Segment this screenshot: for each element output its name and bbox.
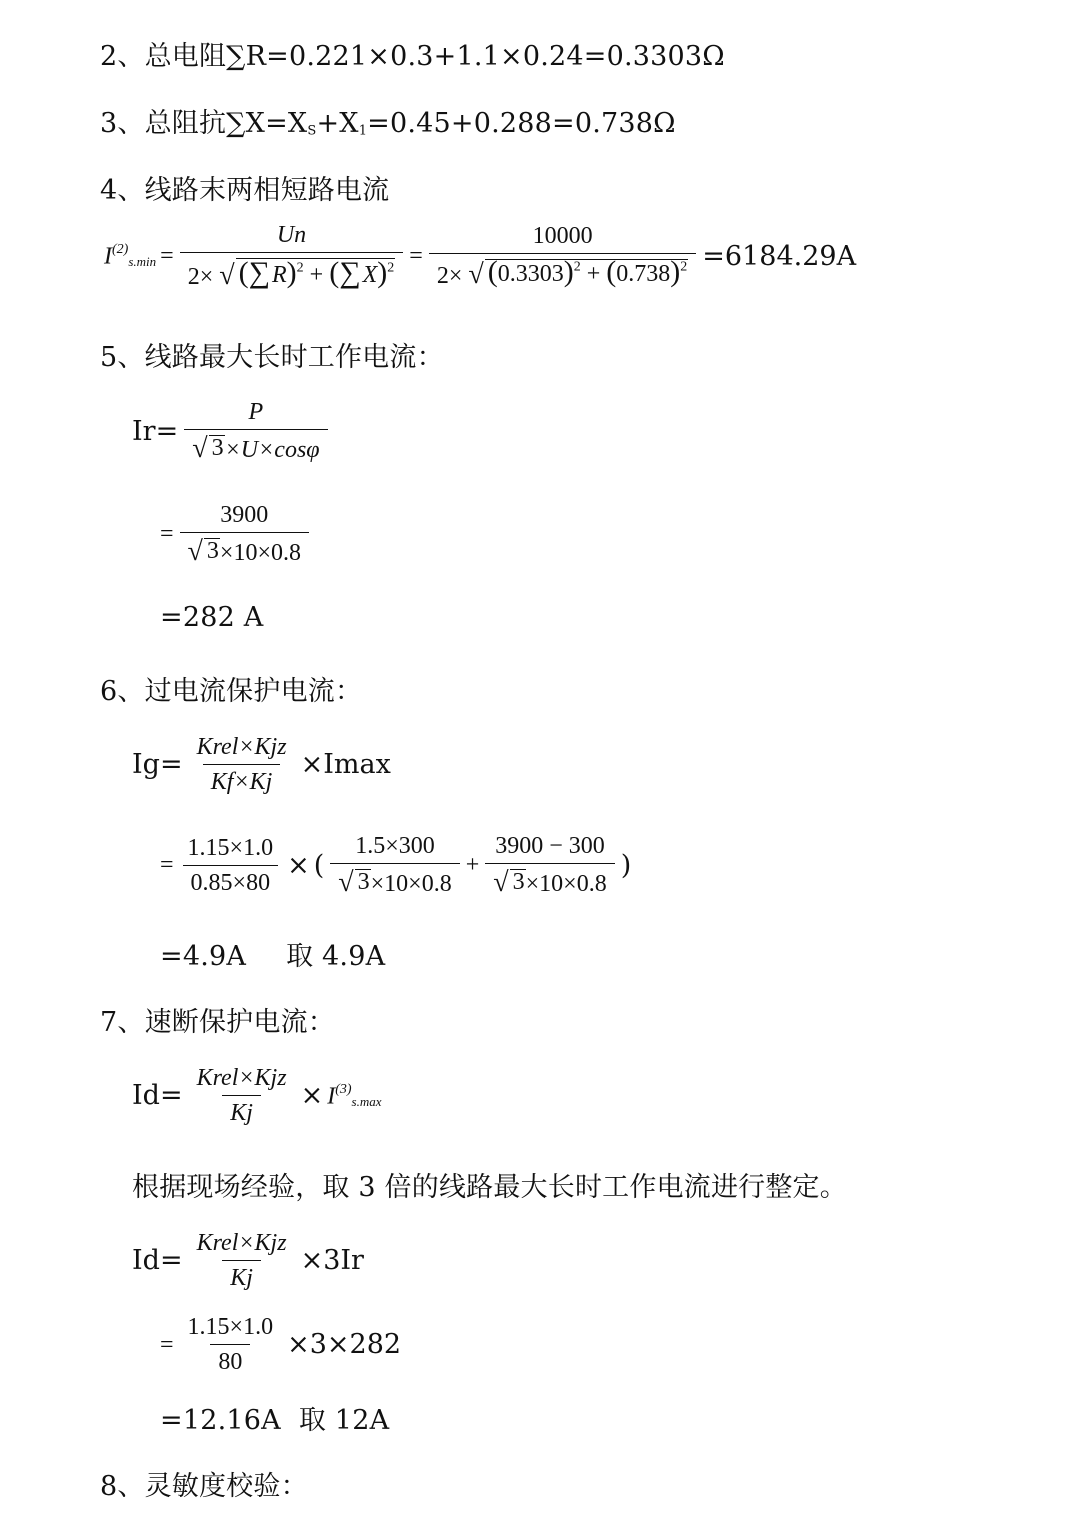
- item-7-formula-1: [132, 1066, 382, 1125]
- item-6-times-imax: ×Imax: [300, 749, 391, 780]
- item-6-denominator-1: Kf×Kj: [203, 764, 281, 794]
- item-6-take: 取 4.9A: [286, 941, 386, 972]
- item-2-total-resistance: [100, 34, 725, 73]
- item-5-denominator-1: √ 3 ×U×cosφ: [184, 429, 327, 462]
- item-7-formula-2: [132, 1231, 364, 1290]
- item-7-symbol: $I^{(3)}_{s.max}$: [327, 1081, 382, 1110]
- item-6-result-line: [160, 934, 385, 973]
- item-5-numerator-2: 3900: [220, 502, 269, 528]
- item-6-numerator-2: 1.15×1.0: [187, 834, 274, 861]
- item-4-equals-1: =: [160, 243, 174, 269]
- item-7-fraction-1: [189, 1066, 295, 1125]
- item-6-denominator-4: √ 3 ×10×0.8: [485, 863, 614, 896]
- item-7-denominator-1: Kj: [222, 1095, 261, 1125]
- item-7-numerator-3: 1.15×1.0: [187, 1314, 274, 1340]
- item-4-title: 4、线路末两相短路电流: [100, 175, 390, 206]
- item-3-prefix: 3、总阻抗∑X=X: [100, 108, 308, 139]
- item-6-plus: +: [465, 852, 480, 878]
- item-4-symbol: $I^{(2)}_{s.min}$: [104, 242, 157, 270]
- item-4-fraction-1: [180, 223, 404, 289]
- item-6-fraction-4: [485, 834, 614, 896]
- item-5-result: =282 A: [160, 602, 264, 633]
- item-6-formula-2: [160, 834, 631, 896]
- item-6-fraction-1: [189, 735, 295, 794]
- item-4-denominator-1: 2× √ $(\sum R)^2 + (\sum X)^2$: [180, 252, 404, 289]
- item-7-title: 7、速断保护电流：: [100, 1007, 335, 1038]
- item-7-formula-3: [160, 1315, 401, 1374]
- item-6-open-paren: (: [313, 849, 325, 881]
- item-6-times: ×: [287, 849, 310, 881]
- item-6-denominator-3: √ 3 ×10×0.8: [330, 863, 459, 896]
- item-3-mid: +X: [316, 108, 359, 139]
- item-6-numerator-1: Krel×Kjz: [196, 734, 287, 760]
- item-7-fraction-2: [189, 1231, 295, 1290]
- item-7-denominator-3: 80: [210, 1344, 250, 1374]
- item-5-formula-2: [160, 503, 311, 565]
- item-7-take: 取 12A: [298, 1405, 390, 1436]
- item-2-text: 2、总电阻∑R=0.221×0.3+1.1×0.24=0.3303: [100, 41, 703, 72]
- item-6-title: 6、过电流保护电流：: [100, 676, 363, 707]
- item-4-fraction-2: [429, 224, 696, 288]
- item-7-result-line: [160, 1398, 389, 1437]
- item-7-note: 根据现场经验，取 3 倍的线路最大长时工作电流进行整定。: [132, 1172, 847, 1203]
- item-6-lhs: Ig=: [132, 749, 183, 780]
- item-5-denominator-2: √ 3 ×10×0.8: [180, 532, 309, 565]
- item-7-times-3-282: ×3×282: [287, 1329, 402, 1360]
- item-5-fraction-1: [184, 400, 327, 462]
- item-7-times-3ir: ×3Ir: [300, 1245, 364, 1276]
- item-7-equals: =: [160, 1331, 174, 1358]
- item-6-formula-1: [132, 735, 391, 794]
- item-2-unit: Ω: [702, 41, 725, 72]
- item-7-times: ×: [300, 1080, 324, 1111]
- item-8-title: 8、灵敏度校验：: [100, 1471, 308, 1502]
- item-4-numerator-1: Un: [276, 222, 307, 248]
- item-6-denominator-2: 0.85×80: [183, 865, 279, 895]
- item-3-sub-1: 1: [358, 123, 368, 139]
- item-7-denominator-2: Kj: [222, 1260, 261, 1290]
- item-5-lhs: Ir=: [132, 415, 179, 447]
- item-5-fraction-2: [180, 503, 309, 565]
- item-3-total-reactance: [100, 101, 676, 140]
- item-7-lhs-2: Id=: [132, 1245, 183, 1276]
- item-7-lhs: Id=: [132, 1080, 183, 1111]
- item-7-numerator-2: Krel×Kjz: [196, 1230, 287, 1256]
- item-4-denominator-2: 2× √ $(0.3303)^2 + (0.738)^2$: [429, 253, 696, 288]
- item-3-unit: Ω: [653, 108, 676, 139]
- item-4-numerator-2: 10000: [532, 223, 593, 249]
- item-6-result: =4.9A: [160, 941, 247, 972]
- item-7-result: =12.16A: [160, 1405, 281, 1436]
- item-4-equals-2: =: [409, 243, 423, 269]
- item-6-numerator-3: 1.5×300: [355, 833, 435, 859]
- item-6-numerator-4: 3900 − 300: [495, 833, 605, 859]
- item-6-fraction-3: [330, 834, 459, 896]
- item-6-fraction-2: [180, 836, 282, 895]
- item-6-close-paren: ): [620, 849, 632, 881]
- item-7-fraction-3: [180, 1315, 282, 1374]
- item-5-numerator-1: P: [248, 399, 264, 425]
- item-6-equals: =: [160, 852, 174, 878]
- item-5-equals: =: [160, 521, 174, 547]
- item-4-formula: [104, 223, 856, 289]
- item-3-suffix: =0.45+0.288=0.738: [367, 108, 654, 139]
- item-7-numerator-1: Krel×Kjz: [196, 1065, 287, 1091]
- item-5-formula-1: [132, 400, 330, 462]
- item-3-sub-s: S: [307, 123, 317, 139]
- item-4-result: =6184.29A: [702, 240, 857, 272]
- item-5-title: 5、线路最大长时工作电流：: [100, 342, 444, 373]
